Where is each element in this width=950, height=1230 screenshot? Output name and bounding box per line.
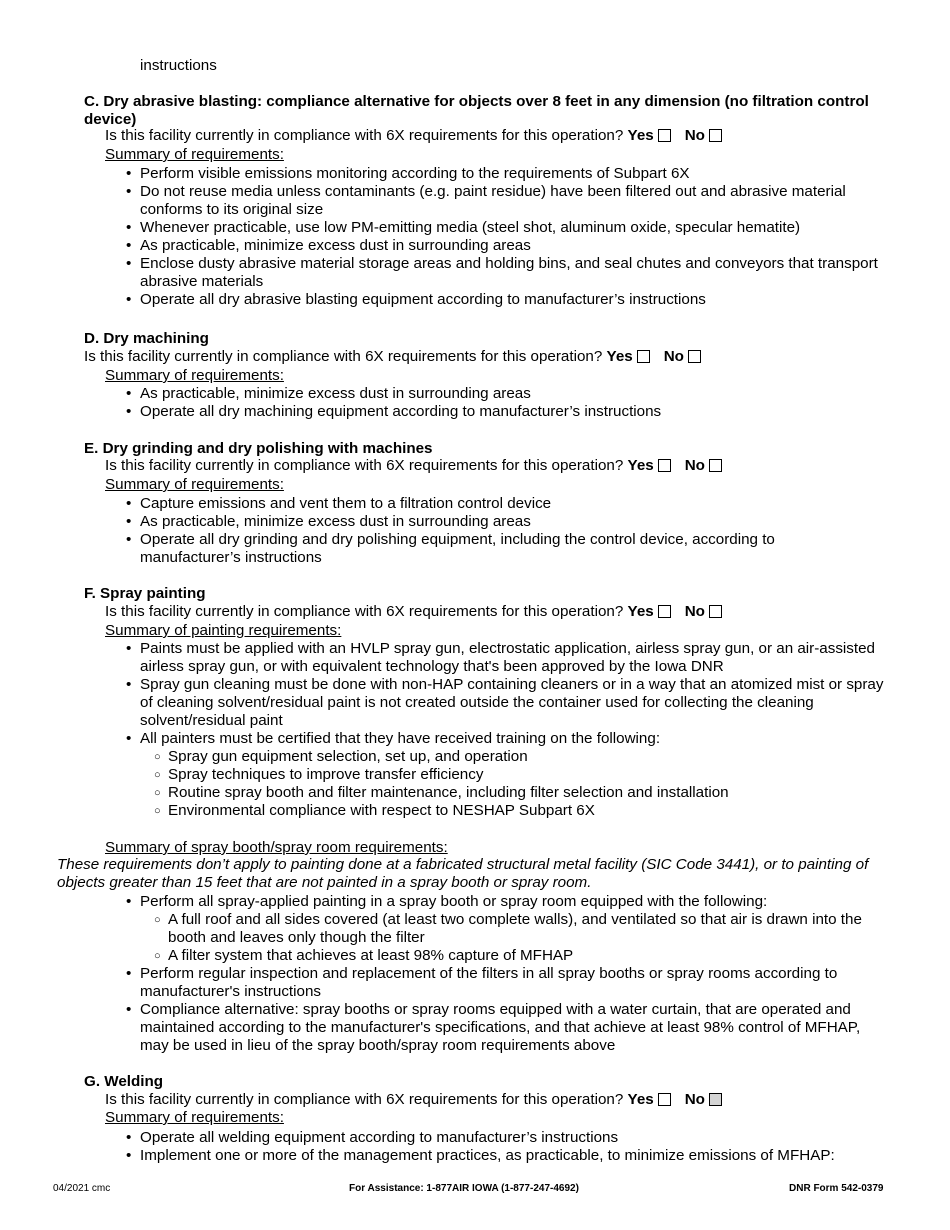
sub-list-item: ○ A full roof and all sides covered (at least two complete walls), and ventilated so that air is drawn into the booth and leaves only though the filter (154, 911, 881, 947)
section-g-requirements (126, 1129, 901, 1165)
section-d-requirements (126, 385, 901, 421)
sub-list-item: ○ Environmental compliance with respect to NESHAP Subpart 6X (154, 802, 896, 820)
sub-list-item: ○ Spray gun equipment selection, set up, and operation (154, 748, 896, 766)
footer-revision: 04/2021 cmc (53, 1183, 111, 1194)
list-item: • Spray gun cleaning must be done with non-HAP containing cleaners or in a way that an atomized mist or spray of cleaning solvent/residual paint is not created outside the container used for collecting the cleaning solvent/residual paint (126, 676, 896, 730)
list-item: • Operate all dry abrasive blasting equipment according to manufacturer’s instructions (126, 291, 901, 309)
list-item-text: All painters must be certified that they have received training on the following: (140, 730, 661, 747)
sub-list-item: ○ Routine spray booth and filter maintenance, including filter selection and installation (154, 784, 896, 802)
sub-list-item: ○ Spray techniques to improve transfer efficiency (154, 766, 896, 784)
question-text: Is this facility currently in compliance with 6X requirements for this operation? (105, 457, 624, 474)
list-item: • As practicable, minimize excess dust in surrounding areas (126, 513, 806, 531)
section-d-heading: D. Dry machining (84, 330, 209, 347)
section-c-heading: C. Dry abrasive blasting: compliance alternative for objects over 8 feet in any dimension (no filtration control device) (84, 93, 869, 128)
no-label: No (684, 127, 705, 144)
section-f-requirements (126, 640, 896, 820)
list-item-text: Perform all spray-applied painting in a spray booth or spray room equipped with the following: (140, 893, 768, 910)
spray-booth-summary-label: Summary of spray booth/spray room requirements: (105, 839, 448, 856)
section-c-yes-checkbox[interactable] (658, 129, 671, 142)
section-g-no-checkbox[interactable] (709, 1093, 722, 1106)
question-text: Is this facility currently in compliance with 6X requirements for this operation? (105, 127, 624, 144)
training-list (154, 748, 896, 820)
question-text: Is this facility currently in compliance with 6X requirements for this operation? (105, 1091, 624, 1108)
list-item: • Operate all dry grinding and dry polishing equipment, including the control device, according to manufacturer’s instructions (126, 531, 806, 567)
no-label: No (663, 348, 684, 365)
section-g-question (105, 1091, 722, 1109)
section-f-no-checkbox[interactable] (709, 605, 722, 618)
section-c-summary-label: Summary of requirements: (105, 146, 284, 163)
list-item: • Paints must be applied with an HVLP spray gun, electrostatic application, airless spray gun, or an air-assisted airless spray gun, or with equivalent technology that's been approved by the Iowa DNR (126, 640, 896, 676)
section-d-question (84, 348, 701, 366)
section-d-no-checkbox[interactable] (688, 350, 701, 363)
section-e-summary-label: Summary of requirements: (105, 476, 284, 493)
section-c-requirements (126, 165, 901, 309)
booth-sub-list (154, 911, 881, 965)
section-f-heading: F. Spray painting (84, 585, 206, 602)
list-item: • Compliance alternative: spray booths or spray rooms equipped with a water curtain, that are operated and maintained according to the manufacturer's specifications, and that achieve at least 98% control of MFHAP, may be used in lieu of the spray booth/spray room requirements above (126, 1001, 881, 1055)
section-g-heading: G. Welding (84, 1073, 164, 1090)
section-e-heading: E. Dry grinding and dry polishing with machines (84, 440, 433, 457)
section-c-no-checkbox[interactable] (709, 129, 722, 142)
no-label: No (684, 457, 705, 474)
section-g-summary-label: Summary of requirements: (105, 1109, 284, 1126)
question-text: Is this facility currently in compliance with 6X requirements for this operation? (84, 348, 603, 365)
footer-form-number: DNR Form 542-0379 (789, 1183, 884, 1194)
spray-booth-note: These requirements don’t apply to painting done at a fabricated structural metal facility (SIC Code 3441), or to painting of objects greater than 15 feet that are not painted in a spray booth or spray room. (57, 856, 869, 891)
list-item: • Operate all welding equipment according to manufacturer’s instructions (126, 1129, 901, 1147)
continued-text: instructions (140, 57, 217, 74)
list-item (126, 893, 881, 965)
list-item: • As practicable, minimize excess dust in surrounding areas (126, 385, 901, 403)
section-f-yes-checkbox[interactable] (658, 605, 671, 618)
spray-booth-requirements (126, 893, 881, 1055)
list-item: • As practicable, minimize excess dust in surrounding areas (126, 237, 901, 255)
list-item: • Enclose dusty abrasive material storage areas and holding bins, and seal chutes and conveyors that transport abrasive materials (126, 255, 901, 291)
list-item: • Perform visible emissions monitoring according to the requirements of Subpart 6X (126, 165, 901, 183)
question-text: Is this facility currently in compliance with 6X requirements for this operation? (105, 603, 624, 620)
sub-list-item: ○ A filter system that achieves at least 98% capture of MFHAP (154, 947, 881, 965)
no-label: No (684, 603, 705, 620)
yes-label: Yes (627, 1091, 654, 1108)
section-g-yes-checkbox[interactable] (658, 1093, 671, 1106)
section-c-question (105, 127, 722, 145)
section-d-summary-label: Summary of requirements: (105, 367, 284, 384)
section-e-requirements (126, 495, 806, 567)
list-item: • Perform regular inspection and replacement of the filters in all spray booths or spray rooms according to manufacturer's instructions (126, 965, 881, 1001)
yes-label: Yes (606, 348, 633, 365)
footer-assistance: For Assistance: 1-877AIR IOWA (1-877-247-4692) (349, 1183, 579, 1194)
list-item (126, 730, 896, 820)
yes-label: Yes (627, 127, 654, 144)
list-item: • Do not reuse media unless contaminants (e.g. paint residue) have been filtered out and abrasive material conforms to its original size (126, 183, 901, 219)
section-f-question (105, 603, 722, 621)
section-d-yes-checkbox[interactable] (637, 350, 650, 363)
section-f-summary-label: Summary of painting requirements: (105, 622, 342, 639)
yes-label: Yes (627, 603, 654, 620)
section-e-yes-checkbox[interactable] (658, 459, 671, 472)
list-item: • Operate all dry machining equipment according to manufacturer’s instructions (126, 403, 901, 421)
section-e-no-checkbox[interactable] (709, 459, 722, 472)
no-label: No (684, 1091, 705, 1108)
list-item: • Whenever practicable, use low PM-emitting media (steel shot, aluminum oxide, specular hematite) (126, 219, 901, 237)
list-item: • Capture emissions and vent them to a filtration control device (126, 495, 806, 513)
list-item: • Implement one or more of the management practices, as practicable, to minimize emissions of MFHAP: (126, 1147, 901, 1165)
section-e-question (105, 457, 722, 475)
yes-label: Yes (627, 457, 654, 474)
